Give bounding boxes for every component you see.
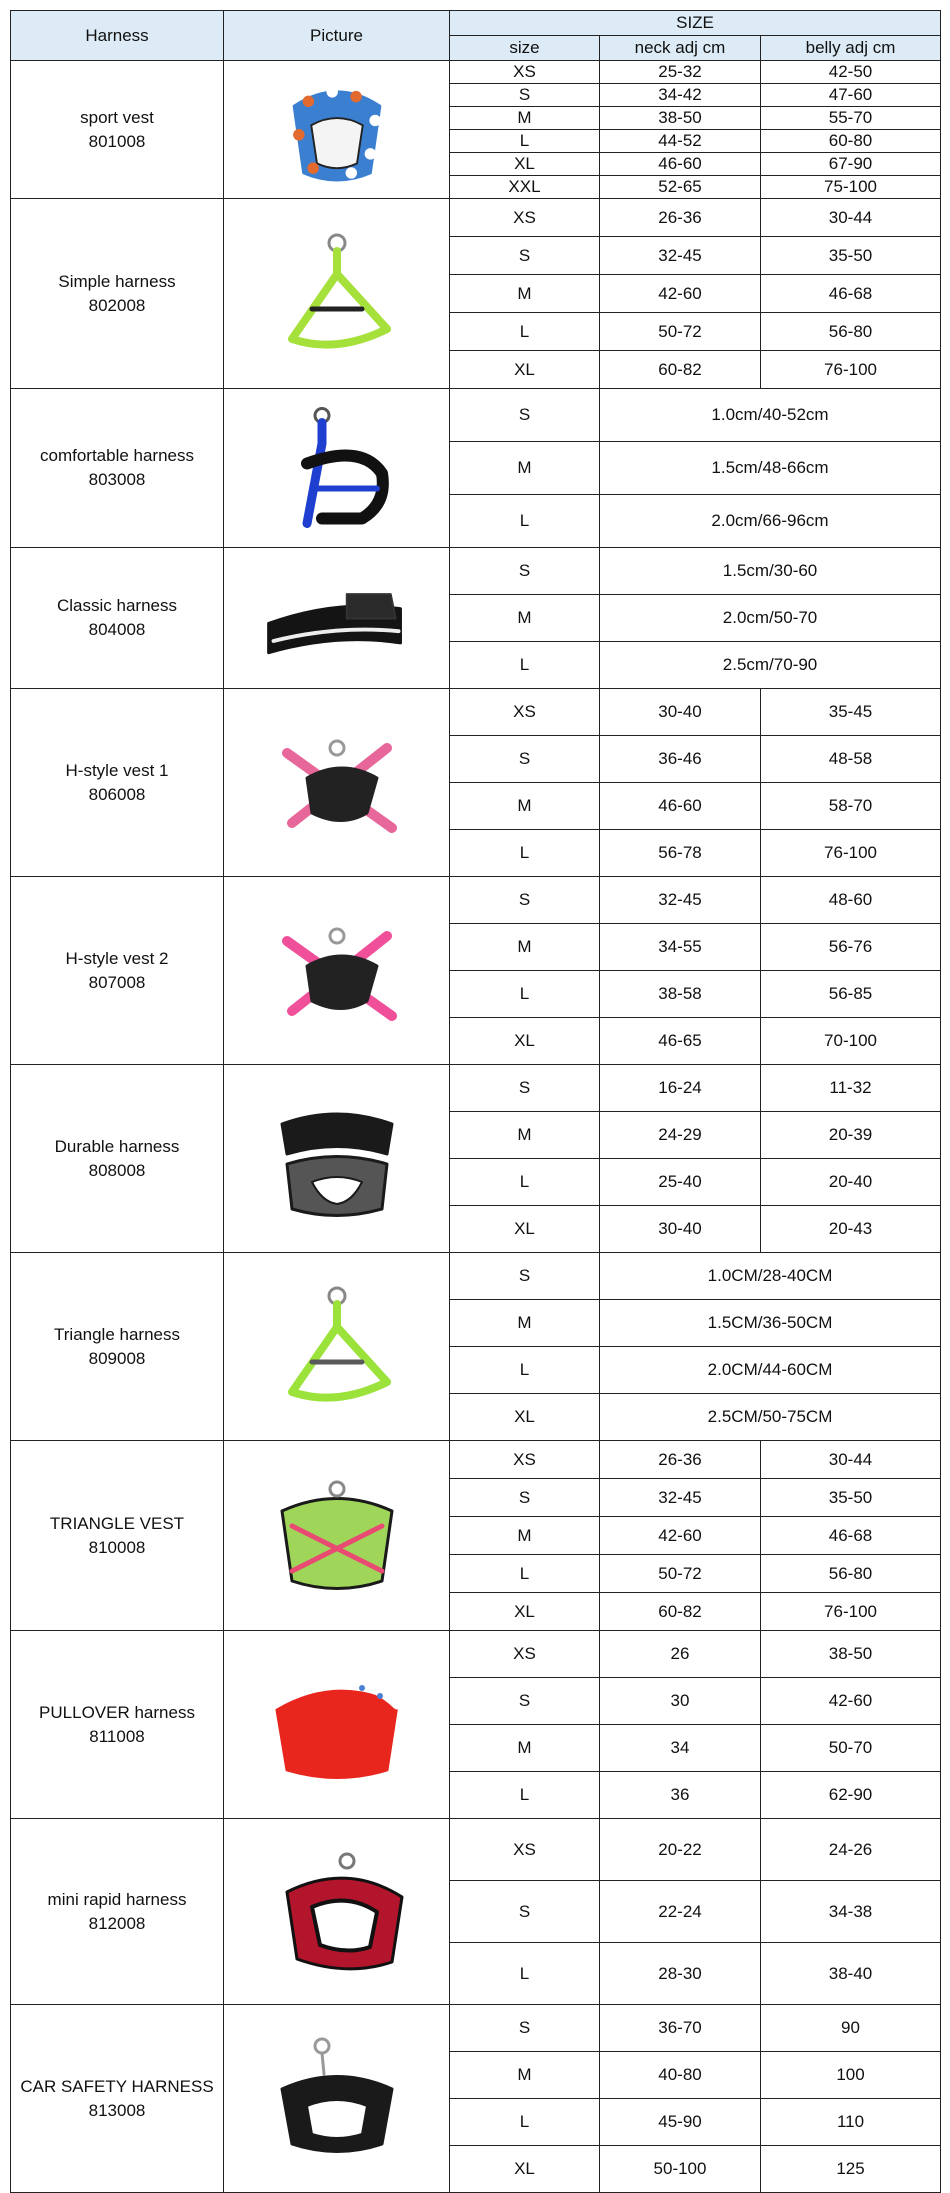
- belly-cell: 35-50: [761, 1479, 941, 1517]
- product-code: 801008: [88, 131, 146, 151]
- size-cell: S: [450, 1253, 600, 1300]
- product-picture: [252, 396, 422, 541]
- belly-cell: 42-60: [761, 1678, 941, 1725]
- size-cell: M: [450, 1725, 600, 1772]
- size-cell: XS: [450, 199, 600, 237]
- belly-cell: 90: [761, 2005, 941, 2052]
- product-code: 811008: [89, 1726, 145, 1746]
- belly-cell: 48-60: [761, 877, 941, 924]
- neck-cell: 34-55: [600, 924, 761, 971]
- product-code: 804008: [88, 620, 146, 639]
- neck-cell: 38-50: [600, 107, 761, 130]
- belly-cell: 11-32: [761, 1065, 941, 1112]
- neck-cell: 40-80: [600, 2052, 761, 2099]
- neck-cell: 30-40: [600, 689, 761, 736]
- product-name: H-style vest 1: [65, 760, 169, 780]
- product-name-cell: [11, 689, 224, 877]
- belly-cell: 20-39: [761, 1112, 941, 1159]
- combined-size-cell: 1.0CM/28-40CM: [600, 1253, 941, 1300]
- belly-cell: 35-45: [761, 689, 941, 736]
- product-picture: [252, 206, 422, 382]
- size-cell: XXL: [450, 176, 600, 199]
- product-name: Durable harness: [54, 1136, 180, 1156]
- neck-cell: 30-40: [600, 1206, 761, 1253]
- product-name: TRIANGLE VEST: [49, 1513, 185, 1533]
- product-picture-cell: [224, 1065, 450, 1253]
- neck-cell: 46-65: [600, 1018, 761, 1065]
- belly-cell: 62-90: [761, 1772, 941, 1819]
- neck-cell: 32-45: [600, 1479, 761, 1517]
- table-row: [11, 1065, 941, 1112]
- size-cell: M: [450, 595, 600, 642]
- size-cell: L: [450, 2099, 600, 2146]
- size-cell: S: [450, 389, 600, 442]
- belly-cell: 55-70: [761, 107, 941, 130]
- size-cell: L: [450, 1772, 600, 1819]
- size-cell: L: [450, 130, 600, 153]
- product-picture-cell: [224, 1631, 450, 1819]
- product-picture-cell: [224, 689, 450, 877]
- neck-cell: 38-58: [600, 971, 761, 1018]
- size-chart-sheet: [10, 10, 941, 2193]
- product-code: 812008: [88, 1913, 146, 1933]
- product-name-cell: [11, 2005, 224, 2193]
- product-name: Triangle harness: [54, 1324, 180, 1344]
- size-cell: S: [450, 2005, 600, 2052]
- product-name: Classic harness: [57, 596, 177, 615]
- size-cell: S: [450, 237, 600, 275]
- product-name-cell: [11, 389, 224, 548]
- product-picture: [252, 1448, 422, 1624]
- product-name-cell: [11, 1819, 224, 2005]
- belly-cell: 70-100: [761, 1018, 941, 1065]
- belly-cell: 20-40: [761, 1159, 941, 1206]
- size-cell: XL: [450, 153, 600, 176]
- belly-cell: 30-44: [761, 1441, 941, 1479]
- size-cell: L: [450, 971, 600, 1018]
- belly-cell: 38-50: [761, 1631, 941, 1678]
- table-row: [11, 548, 941, 595]
- size-cell: S: [450, 1065, 600, 1112]
- size-cell: M: [450, 107, 600, 130]
- product-code: 810008: [88, 1537, 146, 1557]
- product-picture-cell: [224, 548, 450, 689]
- size-cell: S: [450, 548, 600, 595]
- size-cell: M: [450, 1112, 600, 1159]
- product-picture: [252, 696, 422, 870]
- header-belly: belly adj cm: [761, 36, 941, 61]
- product-picture: [252, 1260, 422, 1434]
- table-row: [11, 1819, 941, 1881]
- size-cell: S: [450, 1881, 600, 1943]
- belly-cell: 125: [761, 2146, 941, 2193]
- product-name-cell: [11, 877, 224, 1065]
- neck-cell: 16-24: [600, 1065, 761, 1112]
- product-picture: [252, 68, 422, 192]
- neck-cell: 25-40: [600, 1159, 761, 1206]
- neck-cell: 22-24: [600, 1881, 761, 1943]
- neck-cell: 26: [600, 1631, 761, 1678]
- belly-cell: 67-90: [761, 153, 941, 176]
- product-code: 809008: [88, 1348, 146, 1368]
- product-picture: [252, 884, 422, 1058]
- neck-cell: 26-36: [600, 1441, 761, 1479]
- neck-cell: 50-72: [600, 313, 761, 351]
- size-cell: XL: [450, 351, 600, 389]
- size-cell: S: [450, 877, 600, 924]
- size-cell: S: [450, 84, 600, 107]
- belly-cell: 76-100: [761, 351, 941, 389]
- belly-cell: 47-60: [761, 84, 941, 107]
- table-row: [11, 877, 941, 924]
- size-cell: XL: [450, 1018, 600, 1065]
- header-picture: Picture: [224, 11, 450, 61]
- product-picture-cell: [224, 1819, 450, 2005]
- product-picture-cell: [224, 61, 450, 199]
- harness-size-table: [10, 10, 941, 2193]
- belly-cell: 48-58: [761, 736, 941, 783]
- product-picture: [252, 1072, 422, 1246]
- table-body: [11, 61, 941, 2193]
- table-row: [11, 61, 941, 84]
- neck-cell: 25-32: [600, 61, 761, 84]
- product-picture-cell: [224, 1253, 450, 1441]
- combined-size-cell: 1.5cm/48-66cm: [600, 442, 941, 495]
- size-cell: L: [450, 313, 600, 351]
- neck-cell: 34: [600, 1725, 761, 1772]
- product-name: PULLOVER harness: [39, 1702, 195, 1722]
- size-cell: XL: [450, 1394, 600, 1441]
- header-harness: Harness: [11, 11, 224, 61]
- size-cell: M: [450, 783, 600, 830]
- product-picture-cell: [224, 199, 450, 389]
- product-code: 808008: [88, 1160, 146, 1180]
- neck-cell: 24-29: [600, 1112, 761, 1159]
- combined-size-cell: 1.0cm/40-52cm: [600, 389, 941, 442]
- table-row: [11, 1441, 941, 1479]
- neck-cell: 30: [600, 1678, 761, 1725]
- combined-size-cell: 1.5CM/36-50CM: [600, 1300, 941, 1347]
- neck-cell: 32-45: [600, 237, 761, 275]
- neck-cell: 36-70: [600, 2005, 761, 2052]
- size-cell: L: [450, 495, 600, 548]
- product-code: 813008: [88, 2100, 146, 2120]
- size-cell: S: [450, 1479, 600, 1517]
- neck-cell: 28-30: [600, 1943, 761, 2005]
- product-name-cell: [11, 1065, 224, 1253]
- size-cell: XS: [450, 1819, 600, 1881]
- size-cell: L: [450, 1159, 600, 1206]
- belly-cell: 58-70: [761, 783, 941, 830]
- neck-cell: 60-82: [600, 1593, 761, 1631]
- neck-cell: 56-78: [600, 830, 761, 877]
- neck-cell: 26-36: [600, 199, 761, 237]
- product-code: 803008: [88, 470, 146, 489]
- neck-cell: 32-45: [600, 877, 761, 924]
- product-name-cell: [11, 1441, 224, 1631]
- belly-cell: 20-43: [761, 1206, 941, 1253]
- neck-cell: 50-72: [600, 1555, 761, 1593]
- belly-cell: 46-68: [761, 1517, 941, 1555]
- product-picture: [252, 1826, 422, 1998]
- size-cell: XS: [450, 689, 600, 736]
- header-size-group: SIZE: [450, 11, 941, 36]
- neck-cell: 20-22: [600, 1819, 761, 1881]
- table-row: [11, 689, 941, 736]
- product-picture-cell: [224, 389, 450, 548]
- belly-cell: 34-38: [761, 1881, 941, 1943]
- product-picture-cell: [224, 1441, 450, 1631]
- product-name-cell: [11, 61, 224, 199]
- belly-cell: 76-100: [761, 1593, 941, 1631]
- product-name: CAR SAFETY HARNESS: [20, 2076, 214, 2096]
- combined-size-cell: 2.5CM/50-75CM: [600, 1394, 941, 1441]
- neck-cell: 46-60: [600, 783, 761, 830]
- combined-size-cell: 2.0cm/50-70: [600, 595, 941, 642]
- belly-cell: 100: [761, 2052, 941, 2099]
- table-row: [11, 1631, 941, 1678]
- table-row: [11, 1253, 941, 1300]
- product-name-cell: [11, 1253, 224, 1441]
- neck-cell: 52-65: [600, 176, 761, 199]
- product-name-cell: [11, 1631, 224, 1819]
- belly-cell: 50-70: [761, 1725, 941, 1772]
- table-row: [11, 2005, 941, 2052]
- neck-cell: 46-60: [600, 153, 761, 176]
- product-picture-cell: [224, 877, 450, 1065]
- belly-cell: 60-80: [761, 130, 941, 153]
- belly-cell: 38-40: [761, 1943, 941, 2005]
- neck-cell: 36-46: [600, 736, 761, 783]
- belly-cell: 35-50: [761, 237, 941, 275]
- belly-cell: 110: [761, 2099, 941, 2146]
- product-name: mini rapid harness: [47, 1889, 187, 1909]
- size-cell: XL: [450, 1593, 600, 1631]
- belly-cell: 42-50: [761, 61, 941, 84]
- table-row: [11, 199, 941, 237]
- size-cell: M: [450, 2052, 600, 2099]
- size-cell: S: [450, 1678, 600, 1725]
- product-code: 806008: [88, 784, 146, 804]
- size-cell: M: [450, 442, 600, 495]
- size-cell: XS: [450, 1631, 600, 1678]
- belly-cell: 76-100: [761, 830, 941, 877]
- belly-cell: 56-76: [761, 924, 941, 971]
- size-cell: L: [450, 1555, 600, 1593]
- size-cell: L: [450, 1347, 600, 1394]
- combined-size-cell: 2.0cm/66-96cm: [600, 495, 941, 548]
- neck-cell: 36: [600, 1772, 761, 1819]
- product-name: sport vest: [80, 107, 154, 127]
- product-name: comfortable harness: [39, 446, 195, 465]
- table-row: [11, 389, 941, 442]
- product-picture: [252, 2012, 422, 2186]
- product-picture-cell: [224, 2005, 450, 2193]
- size-cell: L: [450, 642, 600, 689]
- product-name-cell: [11, 548, 224, 689]
- product-name: H-style vest 2: [65, 948, 169, 968]
- belly-cell: 56-85: [761, 971, 941, 1018]
- neck-cell: 44-52: [600, 130, 761, 153]
- size-cell: S: [450, 736, 600, 783]
- header-neck: neck adj cm: [600, 36, 761, 61]
- size-cell: M: [450, 1517, 600, 1555]
- combined-size-cell: 2.0CM/44-60CM: [600, 1347, 941, 1394]
- belly-cell: 56-80: [761, 1555, 941, 1593]
- size-cell: M: [450, 275, 600, 313]
- neck-cell: 45-90: [600, 2099, 761, 2146]
- size-cell: L: [450, 830, 600, 877]
- product-name-cell: [11, 199, 224, 389]
- size-cell: M: [450, 924, 600, 971]
- neck-cell: 42-60: [600, 1517, 761, 1555]
- belly-cell: 56-80: [761, 313, 941, 351]
- belly-cell: 30-44: [761, 199, 941, 237]
- product-picture: [252, 555, 422, 682]
- product-code: 802008: [88, 295, 146, 315]
- combined-size-cell: 2.5cm/70-90: [600, 642, 941, 689]
- neck-cell: 42-60: [600, 275, 761, 313]
- belly-cell: 75-100: [761, 176, 941, 199]
- size-cell: L: [450, 1943, 600, 2005]
- neck-cell: 34-42: [600, 84, 761, 107]
- product-code: 807008: [88, 972, 146, 992]
- neck-cell: 50-100: [600, 2146, 761, 2193]
- size-cell: XL: [450, 1206, 600, 1253]
- size-cell: XL: [450, 2146, 600, 2193]
- size-cell: XS: [450, 1441, 600, 1479]
- belly-cell: 24-26: [761, 1819, 941, 1881]
- product-picture: [252, 1638, 422, 1812]
- product-name: Simple harness: [58, 271, 176, 291]
- belly-cell: 46-68: [761, 275, 941, 313]
- size-cell: M: [450, 1300, 600, 1347]
- combined-size-cell: 1.5cm/30-60: [600, 548, 941, 595]
- size-cell: XS: [450, 61, 600, 84]
- header-size: size: [450, 36, 600, 61]
- neck-cell: 60-82: [600, 351, 761, 389]
